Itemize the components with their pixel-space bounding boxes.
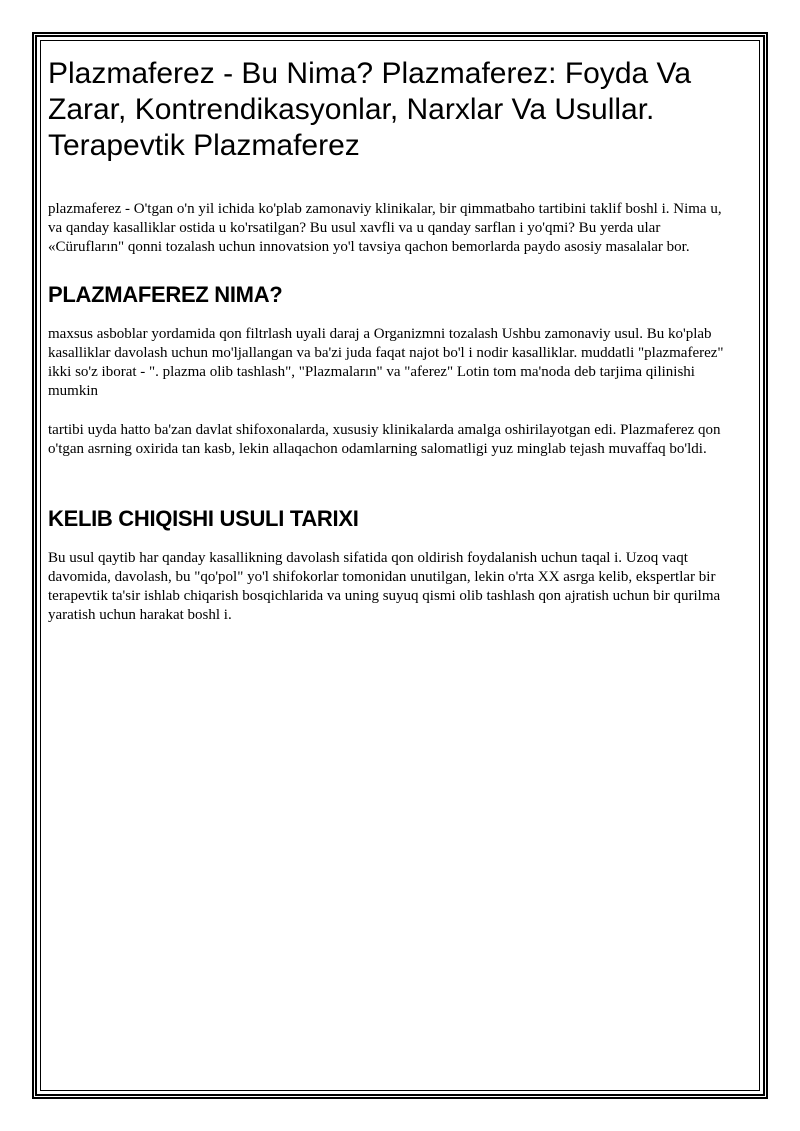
section-heading-kelib-chiqishi: KELIB CHIQISHI USULI TARIXI bbox=[48, 506, 359, 531]
page-title: Plazmaferez - Bu Nima? Plazmaferez: Foyda Va Zarar, Kontrendikasyonlar, Narxlar Va Usullar. Terapevtik Plazmaferez bbox=[48, 57, 692, 162]
document-content bbox=[48, 56, 728, 645]
section-1-paragraph-2: tartibi uyda hatto ba'zan davlat shifoxonalarda, xususiy klinikalarda amalga oshirilayotgan edi. Plazmaferez qon o'tgan asrning oxirida tan kasb, lekin allaqachon odamlarning salomatligi yuz minglab tejash muvaffaq bo'ldi. bbox=[48, 422, 721, 457]
intro-paragraph: plazmaferez - O'tgan o'n yil ichida ko'plab zamonaviy klinikalar, bir qimmatbaho tartibini taklif boshl i. Nima u, va qanday kasalliklar ostida u ko'rsatilgan? Bu usul xavfli va u qanday sarflan i yo'qmi? Bu yerda ular «Cürufların" qonni tozalash uchun innovatsion yo'l tavsiya qachon bemorlarda paydo asosiy masalalar bor. bbox=[48, 201, 722, 255]
section-heading-plazmaferez-nima: PLAZMAFEREZ NIMA? bbox=[48, 282, 283, 307]
section-2-paragraph-1: Bu usul qaytib har qanday kasallikning davolash sifatida qon oldirish foydalanish uchun taqal i. Uzoq vaqt davomida, davolash, bu "qo'pol" yo'l shifokorlar tomonidan unutilgan, lekin o'rta XX asrga kelib, ekspertlar bir terapevtik ta'sir ishlab chiqarish bosqichlarida va uning suyuq qismi olib tashlash qon ajratish uchun bir qurilma yaratish uchun harakat boshl i. bbox=[48, 550, 721, 623]
section-1-paragraph-1: maxsus asboblar yordamida qon filtrlash uyali daraj a Organizmni tozalash Ushbu zamonaviy usul. Bu ko'plab kasalliklar davolash uchun mo'ljallangan va ba'zi juda faqat najot bo'l i nodir kasalliklar. muddatli "plazmaferez" ikki so'z iborat - ". plazma olib tashlash", "Plazmaların" va "aferez" Lotin tom ma'noda deb tarjima qilinishi mumkin bbox=[48, 326, 724, 399]
